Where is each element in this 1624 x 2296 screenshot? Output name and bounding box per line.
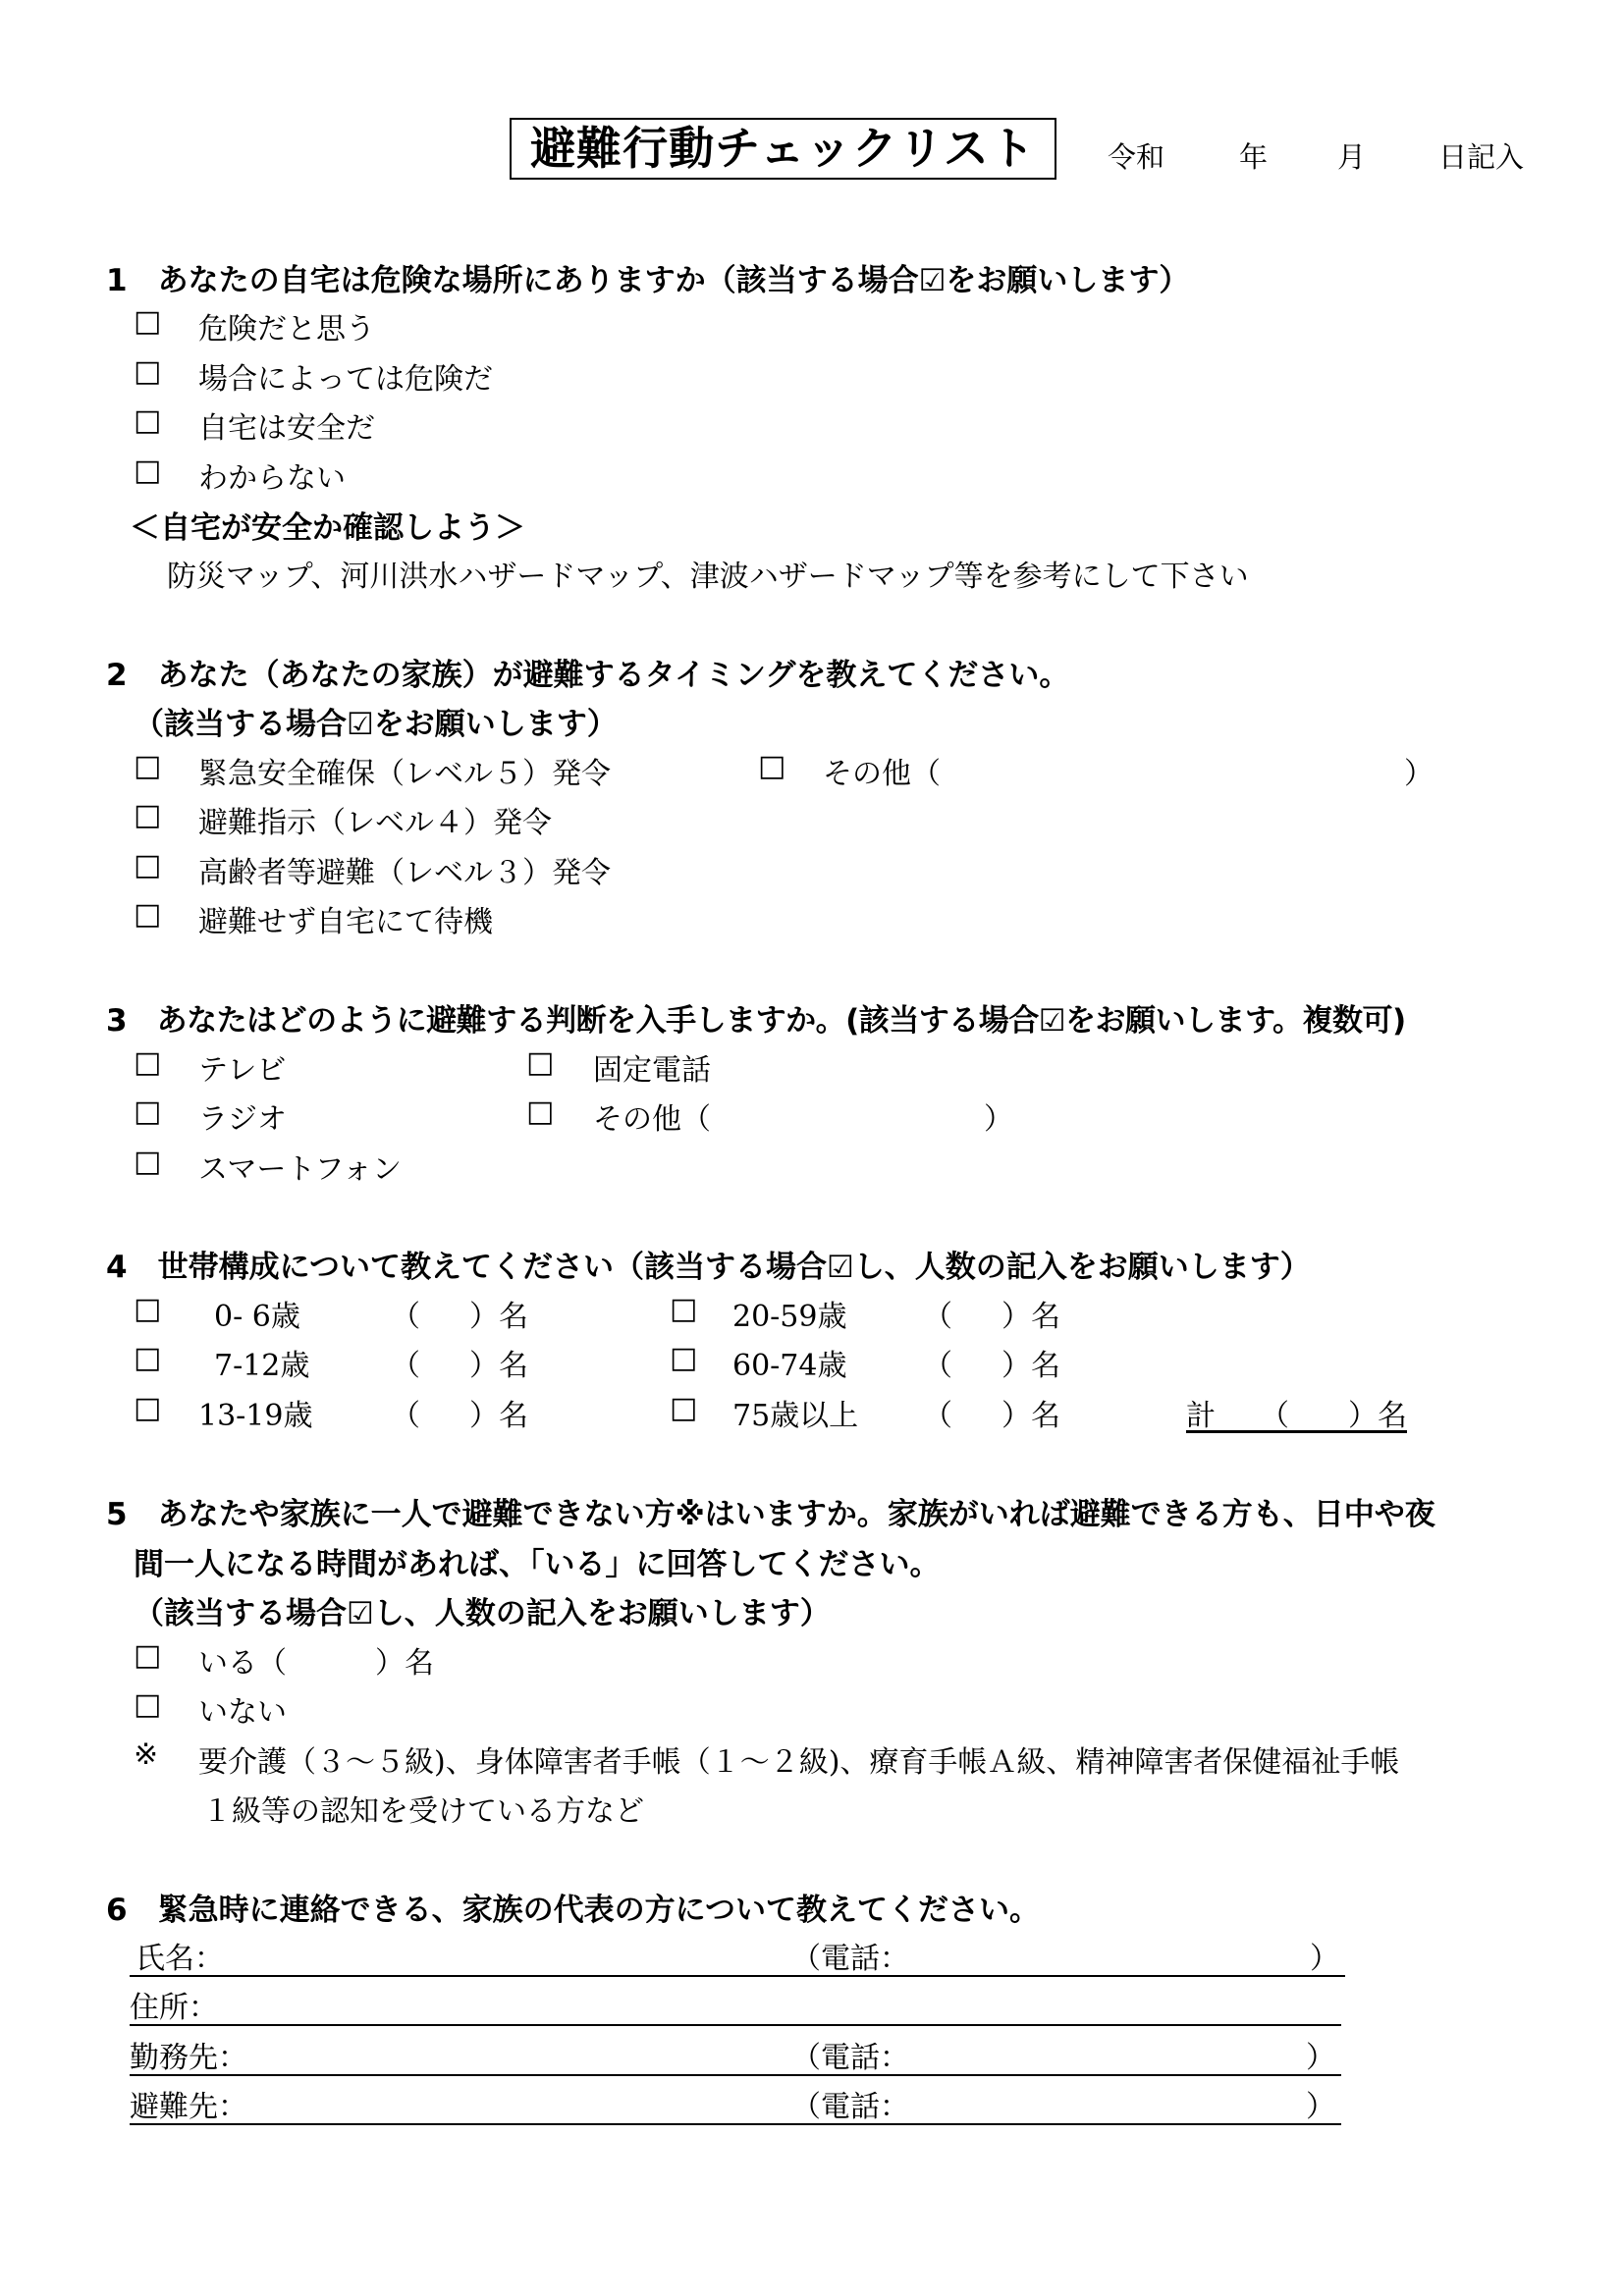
q4-total: 計 （ ）名 xyxy=(1186,1399,1407,1433)
q4-age-7-12: 7-12歳 xyxy=(214,1349,310,1383)
q1-option-3: わからない xyxy=(198,461,346,496)
date-month: 月 xyxy=(1337,140,1367,174)
q6-name-label: 氏名： xyxy=(135,1942,224,1976)
q5-option-no: いない xyxy=(198,1695,287,1730)
q2-option-2: 高齢者等避難（レベル３）発令 xyxy=(198,856,611,890)
q5-option-yes: いる（ ）名 xyxy=(198,1646,434,1681)
q2-option-3: 避難せず自宅にて待機 xyxy=(198,905,493,939)
q3-checkbox-landline[interactable]: □ xyxy=(526,1045,555,1080)
q5-note-line1: 要介護（３～５級)、身体障害者手帳（１～２級)、療育手帳Ａ級、精神障害者保健福祉手帳 xyxy=(198,1745,1400,1780)
date-era: 令和 xyxy=(1108,140,1165,174)
q1-checkbox-0[interactable]: □ xyxy=(134,304,162,339)
q2-instruction: （該当する場合☑をお願いします） xyxy=(134,707,618,742)
q4-checkbox-20-59[interactable]: □ xyxy=(670,1292,698,1326)
q6-address-underline[interactable] xyxy=(130,2024,1341,2026)
q5-note-line2: １級等の認知を受けている方など xyxy=(202,1794,644,1829)
q6-workplace-label: 勤務先： xyxy=(130,2041,247,2075)
q4-count-open: （ xyxy=(391,1399,420,1433)
q4-count-open: （ xyxy=(923,1349,952,1383)
q1-note: 防災マップ、河川洪水ハザードマップ、津波ハザードマップ等を参考にして下さい xyxy=(167,560,1249,594)
q4-age-75-plus: 75歳以上 xyxy=(732,1399,859,1433)
q6-shelter-underline[interactable] xyxy=(130,2123,1341,2125)
date-year: 年 xyxy=(1239,140,1269,174)
q2-checkbox-1[interactable]: □ xyxy=(134,798,162,832)
q3-option-radio: ラジオ xyxy=(198,1102,287,1137)
q6-shelter-phone-close: ） xyxy=(1306,2090,1335,2124)
q4-checkbox-60-74[interactable]: □ xyxy=(670,1341,698,1375)
q1-subheading: ＜自宅が安全か確認しよう＞ xyxy=(130,510,525,546)
q4-count-close: ）名 xyxy=(469,1300,528,1334)
q1-option-2: 自宅は安全だ xyxy=(198,411,375,446)
q4-age-13-19: 13-19歳 xyxy=(198,1399,313,1433)
q2-question: 2 あなた（あなたの家族）が避難するタイミングを教えてください。 xyxy=(106,658,1070,693)
q3-option-smartphone: スマートフォン xyxy=(198,1152,402,1187)
q4-count-close: ）名 xyxy=(469,1399,528,1433)
q1-question: 1 あなたの自宅は危険な場所にありますか（該当する場合☑をお願いします） xyxy=(106,263,1190,298)
q2-option-1: 避難指示（レベル４）発令 xyxy=(198,806,552,840)
date-day: 日記入 xyxy=(1438,140,1525,174)
q6-workplace-phone-label: （電話： xyxy=(791,2041,909,2075)
q2-checkbox-3[interactable]: □ xyxy=(134,897,162,932)
q4-count-close: ）名 xyxy=(1001,1399,1060,1433)
q4-checkbox-75-plus[interactable]: □ xyxy=(670,1391,698,1425)
q2-option-0: 緊急安全確保（レベル５）発令 xyxy=(198,757,611,791)
q3-checkbox-radio[interactable]: □ xyxy=(134,1095,162,1129)
q3-checkbox-smartphone[interactable]: □ xyxy=(134,1145,162,1179)
q4-count-close: ）名 xyxy=(469,1349,528,1383)
q3-checkbox-tv[interactable]: □ xyxy=(134,1045,162,1080)
q1-checkbox-2[interactable]: □ xyxy=(134,403,162,438)
q5-checkbox-no[interactable]: □ xyxy=(134,1687,162,1722)
q4-checkbox-7-12[interactable]: □ xyxy=(134,1341,162,1375)
q1-checkbox-3[interactable]: □ xyxy=(134,454,162,488)
q3-checkbox-other[interactable]: □ xyxy=(526,1095,555,1129)
q1-checkbox-1[interactable]: □ xyxy=(134,354,162,389)
q4-count-open: （ xyxy=(923,1399,952,1433)
q4-question: 4 世帯構成について教えてください（該当する場合☑し、人数の記入をお願いします） xyxy=(106,1250,1311,1285)
q4-count-open: （ xyxy=(391,1300,420,1334)
q4-count-open: （ xyxy=(391,1349,420,1383)
q6-name-phone-label: （電話： xyxy=(791,1942,909,1976)
q2-other-label: その他（ xyxy=(823,757,941,791)
q6-shelter-label: 避難先： xyxy=(130,2090,247,2124)
q5-question-line2: 間一人になる時間があれば、「いる」に回答してください。 xyxy=(134,1547,941,1582)
q6-name-phone-close: ） xyxy=(1310,1942,1339,1976)
q4-count-close: ）名 xyxy=(1001,1349,1060,1383)
q5-note-mark: ※ xyxy=(134,1737,159,1772)
q4-checkbox-0-6[interactable]: □ xyxy=(134,1292,162,1326)
q1-option-1: 場合によっては危険だ xyxy=(198,362,493,397)
q4-age-20-59: 20-59歳 xyxy=(732,1300,847,1334)
q6-address-label: 住所： xyxy=(130,1991,218,2025)
q6-workplace-underline[interactable] xyxy=(130,2074,1341,2076)
q2-checkbox-0[interactable]: □ xyxy=(134,749,162,783)
q6-question: 6 緊急時に連絡できる、家族の代表の方について教えてください。 xyxy=(106,1893,1040,1928)
q6-shelter-phone-label: （電話： xyxy=(791,2090,909,2124)
q4-age-0-6: 0- 6歳 xyxy=(214,1300,300,1334)
q5-instruction: （該当する場合☑し、人数の記入をお願いします） xyxy=(134,1596,831,1631)
q4-count-open: （ xyxy=(923,1300,952,1334)
page-title: 避難行動チェックリスト xyxy=(510,118,1056,180)
q3-other-close: ） xyxy=(984,1102,1013,1137)
q6-workplace-phone-close: ） xyxy=(1306,2041,1335,2075)
q4-checkbox-13-19[interactable]: □ xyxy=(134,1391,162,1425)
q6-name-underline[interactable] xyxy=(130,1975,1345,1977)
q4-age-60-74: 60-74歳 xyxy=(732,1349,847,1383)
q3-question: 3 あなたはどのように避難する判断を入手しますか。(該当する場合☑をお願いします。複数可) xyxy=(106,1003,1406,1039)
q4-count-close: ）名 xyxy=(1001,1300,1060,1334)
q1-option-0: 危険だと思う xyxy=(198,312,375,347)
q2-other-close: ） xyxy=(1404,757,1434,791)
q5-checkbox-yes[interactable]: □ xyxy=(134,1638,162,1673)
q2-checkbox-other[interactable]: □ xyxy=(758,749,786,783)
q2-checkbox-2[interactable]: □ xyxy=(134,848,162,882)
q3-other-label: その他（ xyxy=(593,1102,711,1137)
q3-option-landline: 固定電話 xyxy=(593,1053,711,1088)
q5-question-line1: 5 あなたや家族に一人で避難できない方※はいますか。家族がいれば避難できる方も、日中や夜 xyxy=(106,1497,1435,1532)
q3-option-tv: テレビ xyxy=(198,1053,287,1088)
